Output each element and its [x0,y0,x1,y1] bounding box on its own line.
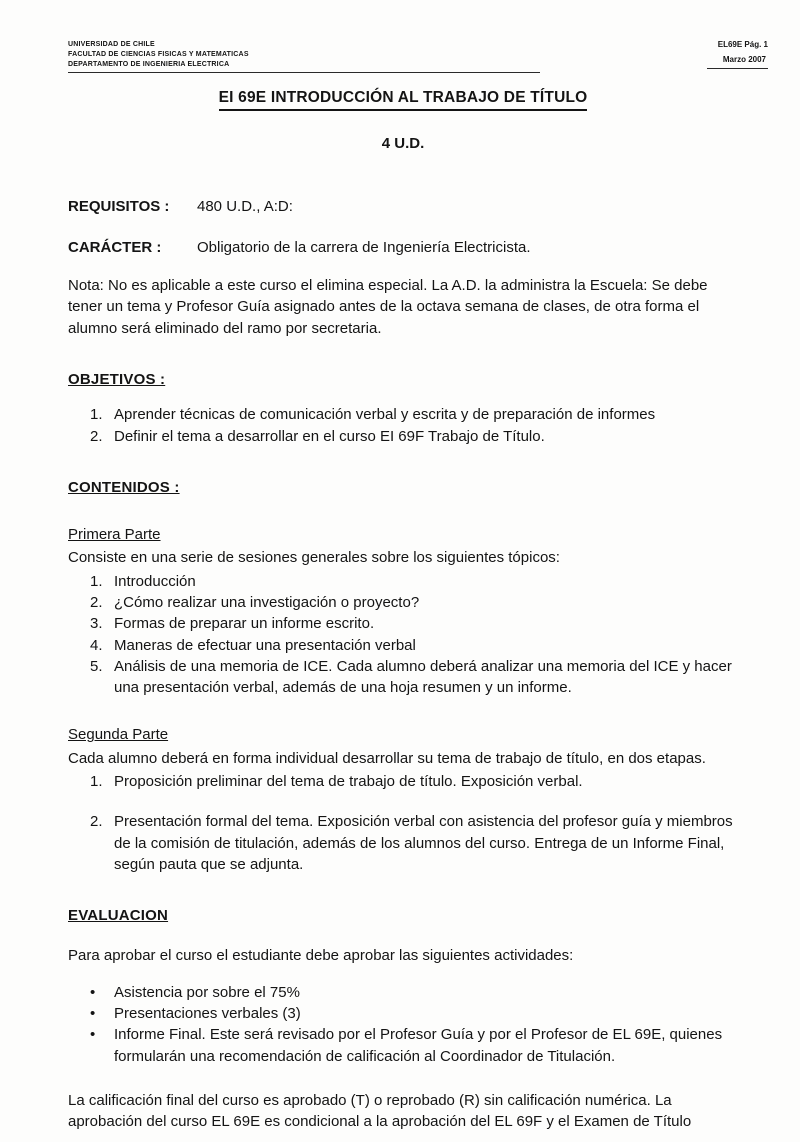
institution-block [68,40,540,73]
heading-evaluacion: EVALUACION [68,907,169,925]
course-page-ref: EL69E Pág. 1 [717,40,768,49]
requisitos-value: 480 U.D., A:D: [197,198,293,216]
caracter-label: CARÁCTER : [68,238,162,256]
nota-paragraph: Nota: No es aplicable a este curso el elimina especial. La A.D. la administra la Escuela: Se debe tener un tema y Profesor Guía asignado antes de la octava semana de clases, de otra forma el alumno será eliminado del ramo por secretaria. [68,277,708,337]
item-text: ¿Cómo realizar una investigación o proyecto? [114,593,420,611]
bullet-marker: • [90,983,96,1001]
list-item [68,426,734,447]
requisitos-label: REQUISITOS : [68,198,170,216]
item-text: Formas de preparar un informe escrito. [114,615,375,633]
item-text: Informe Final. Este será revisado por el Profesor Guía y por el Profesor de EL 69E, quienes formularán una recomendación de calificación al Coordinador de Titulación. [114,1026,723,1065]
item-number: 2. [90,813,103,831]
list-item [68,656,734,699]
bullet-marker: • [90,1026,96,1044]
document-body [68,196,768,1132]
list-item [68,613,734,634]
course-title: EI 69E INTRODUCCIÓN AL TRABAJO DE TÍTULO [219,89,588,111]
item-number: 2. [90,427,103,445]
primera-parte-list [68,571,734,699]
item-text: Análisis de una memoria de ICE. Cada alumno deberá analizar una memoria del ICE y hacer una presentación verbal, además de una hoja resumen y un informe. [114,657,732,697]
item-text: Asistencia por sobre el 75% [114,983,300,1001]
institution-line-2: FACULTAD DE CIENCIAS FISICAS Y MATEMATICAS [68,51,249,59]
item-number: 3. [90,615,103,633]
objetivos-list [68,404,734,447]
page-ref-block [707,40,768,69]
field-requisitos [68,196,734,217]
field-caracter [68,237,734,258]
course-fields [68,196,734,258]
list-item [68,982,734,1003]
subheading-segunda-parte: Segunda Parte [68,726,169,744]
segunda-parte-intro: Cada alumno deberá en forma individual desarrollar su tema de trabajo de título, en dos etapas. [68,749,706,767]
course-units: 4 U.D. [381,135,425,153]
item-text: Introducción [114,572,196,590]
institution-line-1: UNIVERSIDAD DE CHILE [68,41,155,48]
list-item [68,1003,734,1024]
institution-line-3: DEPARTAMENTO DE INGENIERIA ELECTRICA [68,61,230,69]
list-item [68,771,734,792]
item-text: Aprender técnicas de comunicación verbal y escrita y de preparación de informes [114,406,656,424]
item-text: Definir el tema a desarrollar en el curso EI 69F Trabajo de Título. [114,427,545,445]
item-number: 1. [90,773,103,791]
list-item [68,1024,734,1067]
segunda-parte-list [68,771,734,875]
item-number: 5. [90,657,103,675]
item-text: Proposición preliminar del tema de trabajo de título. Exposición verbal. [114,773,583,791]
item-number: 4. [90,636,103,654]
heading-contenidos: CONTENIDOS : [68,478,180,496]
item-number: 2. [90,593,103,611]
list-item [68,571,734,592]
list-item [68,635,734,656]
item-text: Presentación formal del tema. Exposición verbal con asistencia del profesor guía y miembros de la comisión de titulación, además de los alumnos del curso. Entrega de un Informe Final, según pauta que se adjunta. [114,813,733,873]
item-number: 1. [90,572,103,590]
item-number: 1. [90,406,103,424]
evaluacion-list [68,982,734,1067]
item-text: Presentaciones verbales (3) [114,1005,301,1023]
closing-paragraph: La calificación final del curso es aprobado (T) o reprobado (R) sin calificación numérica. La aprobación del curso EL 69E es condicional a la aprobación del EL 69F y el Examen de Título [68,1092,692,1131]
heading-objetivos: OBJETIVOS : [68,370,166,388]
evaluacion-intro: Para aprobar el curso el estudiante debe aprobar las siguientes actividades: [68,946,574,964]
list-item [68,811,734,875]
caracter-value: Obligatorio de la carrera de Ingeniería Electricista. [197,238,531,256]
list-item [68,592,734,613]
title-wrap [68,89,768,111]
list-item [68,404,734,425]
primera-parte-intro: Consiste en una serie de sesiones generales sobre los siguientes tópicos: [68,549,560,567]
item-text: Maneras de efectuar una presentación verbal [114,636,416,654]
page-header [68,40,768,73]
document-date: Marzo 2007 [707,55,768,68]
subheading-primera-parte: Primera Parte [68,526,161,544]
bullet-marker: • [90,1005,96,1023]
